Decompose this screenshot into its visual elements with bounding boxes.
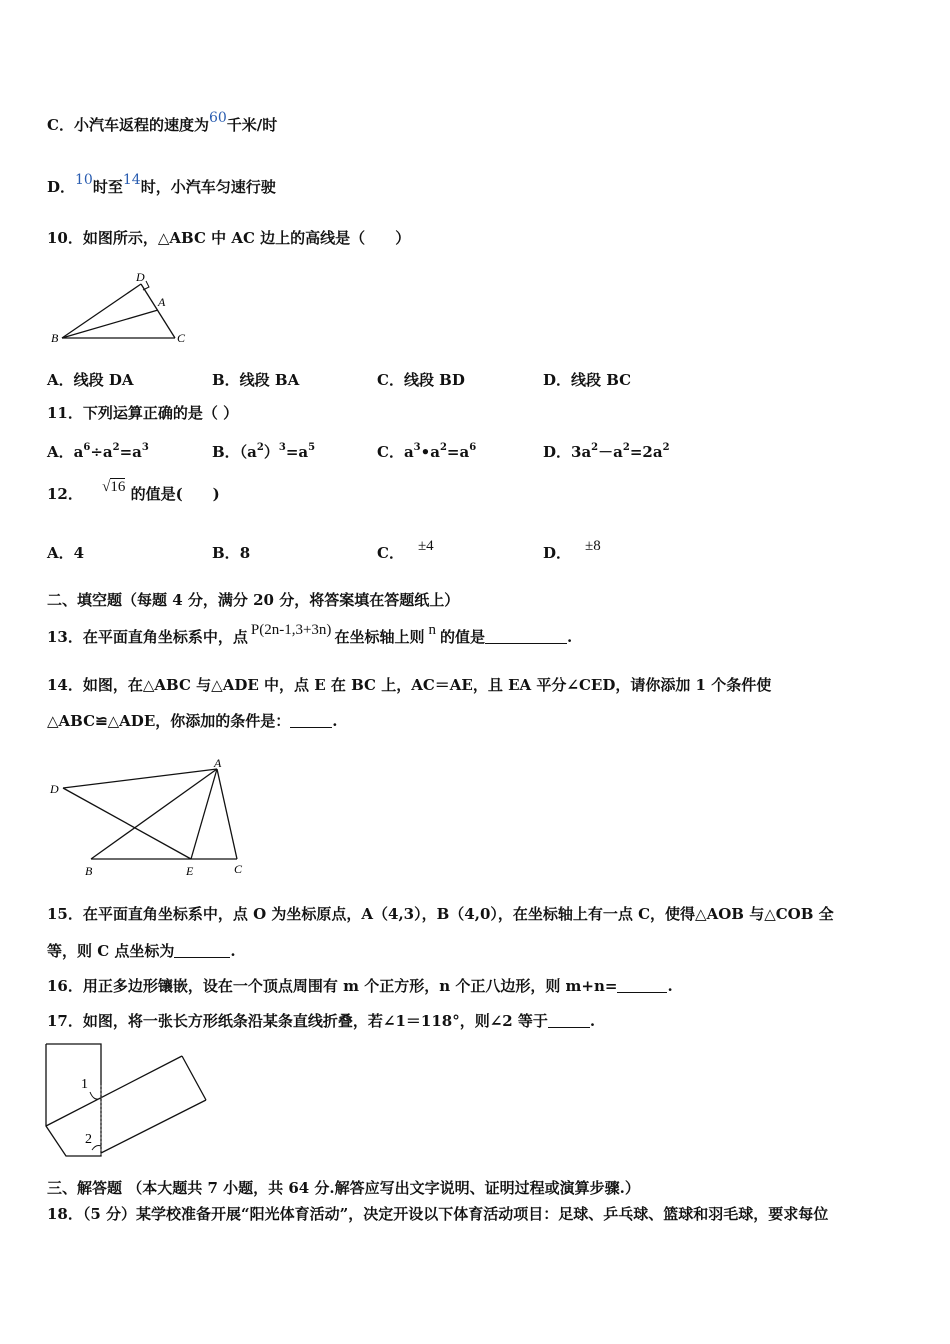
q14-answer-blank[interactable] (290, 713, 332, 728)
q10-option-c: C．线段 BD (377, 371, 465, 389)
q11a-exp2: 2 (112, 442, 120, 453)
q10-label-c: C (177, 331, 186, 345)
section-2-heading: 二、填空题（每题 4 分，满分 20 分，将答案填在答题纸上） (47, 591, 460, 609)
q10-option-b: B．线段 BA (212, 371, 300, 389)
q15-answer-blank[interactable] (174, 943, 230, 958)
q18-text: 18．（5 分）某学校准备开展“阳光体育活动”，决定开设以下体育活动项目：足球、乒乓球、篮球和羽毛球，要求每位 (47, 1205, 829, 1223)
q9-optc-unit: 千米/时 (226, 116, 278, 134)
q9-optd-num2: 14 (122, 172, 141, 188)
q16 (47, 976, 673, 996)
q10-stem: 10．如图所示，△ABC 中 AC 边上的高线是（ ） (47, 229, 411, 247)
q9-optc-text: C．小汽车返程的速度为 (47, 116, 209, 134)
q11a-post: =a (119, 443, 142, 461)
section-3-heading: 三、解答题 （本大题共 7 小题，共 64 分.解答应写出文字说明、证明过程或演算步骤.） (47, 1179, 640, 1197)
q11b-pre: B．（a (212, 443, 257, 461)
q9-optd-num1: 10 (75, 172, 93, 188)
q11a-exp3: 3 (141, 442, 149, 453)
q9-optd-mid: 时至 (92, 178, 123, 196)
q11c-exp1: 3 (413, 442, 421, 453)
q13-var: n (428, 622, 436, 638)
q15-line2 (47, 941, 236, 961)
q11-option-d (543, 438, 670, 462)
q10-label-d: D (136, 270, 145, 284)
q14-end: . (332, 712, 338, 730)
q11d-post: =2a (629, 443, 663, 461)
q12-radicand: 16 (110, 479, 126, 495)
q11c-exp3: 6 (469, 442, 477, 453)
q13-post: 的值是 (439, 628, 485, 646)
q11b-exp3: 5 (308, 442, 316, 453)
q13-answer-blank[interactable] (485, 629, 567, 644)
q17 (47, 1011, 595, 1031)
q11c-pre: C．a (377, 443, 414, 461)
q15-line1: 15．在平面直角坐标系中，点 O 为坐标原点，A（4,3），B（4,0），在坐标轴上有一点 C，使得△AOB 与△COB 全 (47, 905, 834, 923)
q10-label-b: B (51, 331, 59, 345)
q10-triangle-figure (48, 268, 198, 348)
q16-answer-blank[interactable] (617, 978, 667, 993)
q12c-value: ±4 (417, 538, 434, 554)
q11b-post: =a (285, 443, 309, 461)
q16-text: 16．用正多边形镶嵌，设在一个顶点周围有 m 个正方形，n 个正八边形，则 m+n= (47, 977, 618, 995)
q15-end: . (230, 942, 236, 960)
q12b-value: 8 (239, 544, 251, 562)
q11c-post: =a (446, 443, 470, 461)
q14-triangle-figure (46, 755, 256, 880)
q12-sqrt (102, 477, 125, 497)
q14-label-b: B (85, 864, 93, 878)
q13 (47, 622, 573, 648)
q13-point: P(2n-1,3+3n) (250, 622, 332, 638)
q12-option-c (377, 538, 434, 564)
q11a-mid: ÷a (90, 443, 113, 461)
q12b-label: B． (212, 544, 240, 562)
q16-end: . (667, 977, 673, 995)
q12-number: 12． (47, 485, 83, 503)
q17-angle2-label: 2 (85, 1132, 92, 1147)
q17-angle1-label: 1 (81, 1077, 88, 1092)
sqrt-icon: √ (102, 479, 111, 495)
q10-label-a: A (158, 295, 166, 309)
q11-option-c (377, 438, 476, 462)
q9-optc-number: 60 (208, 110, 227, 126)
q17-end: . (589, 1012, 596, 1030)
q11d-exp3: 2 (662, 442, 670, 453)
q11a-exp1: 6 (83, 442, 91, 453)
q11d-mid: －a (598, 443, 623, 461)
q12-text: 的值是( ) (130, 485, 220, 503)
q14-label-c: C (234, 862, 243, 876)
q12-option-b (212, 543, 250, 563)
q12d-label: D． (543, 544, 572, 562)
q11c-exp2: 2 (439, 442, 447, 453)
q11b-exp2: 3 (278, 442, 286, 453)
q14-label-d: D (50, 782, 59, 796)
q11d-pre: D．3a (543, 443, 592, 461)
q17-answer-blank[interactable] (548, 1013, 590, 1028)
q10-option-d: D．线段 BC (543, 371, 632, 389)
q12d-value: ±8 (585, 538, 601, 554)
q9-optd-label: D． (47, 178, 76, 196)
q9-optd-text: 时，小汽车匀速行驶 (140, 178, 276, 196)
q11b-mid: ） (263, 443, 279, 461)
q14-line2-text: △ABC≌△ADE，你添加的条件是： (47, 712, 291, 730)
q14-line2 (47, 711, 338, 731)
q10-option-a: A．线段 DA (47, 371, 134, 389)
q12a-value: 4 (73, 544, 85, 562)
q11a-pre: A．a (47, 443, 84, 461)
q17-text: 17．如图，将一张长方形纸条沿某条直线折叠，若∠1＝118°，则∠2 等于 (47, 1012, 548, 1030)
q15-line2-text: 等，则 C 点坐标为 (47, 942, 175, 960)
q12-option-d (543, 538, 601, 564)
q11b-exp1: 2 (256, 442, 264, 453)
q13-end: . (566, 628, 573, 646)
q14-label-e: E (186, 864, 194, 878)
q11d-exp2: 2 (622, 442, 630, 453)
q12a-label: A． (47, 544, 74, 562)
q12c-label: C． (377, 544, 404, 562)
q11-option-a (47, 438, 149, 462)
q13-mid: 在坐标轴上则 (334, 628, 425, 646)
q17-folded-strip-figure (42, 1040, 210, 1162)
q12-option-a (47, 543, 84, 563)
q11-option-b (212, 438, 315, 462)
q9-option-d (47, 172, 276, 198)
q11d-exp1: 2 (591, 442, 599, 453)
q14-label-a: A (214, 756, 222, 770)
q11c-mid: •a (420, 443, 440, 461)
q13-pre: 13．在平面直角坐标系中，点 (47, 628, 248, 646)
q9-option-c (47, 110, 278, 136)
q11-stem: 11．下列运算正确的是（ ） (47, 404, 239, 422)
q12-stem (47, 479, 220, 505)
q14-line1: 14．如图，在△ABC 与△ADE 中，点 E 在 BC 上，AC＝AE，且 EA 平分∠CED，请你添加 1 个条件使 (47, 676, 772, 694)
